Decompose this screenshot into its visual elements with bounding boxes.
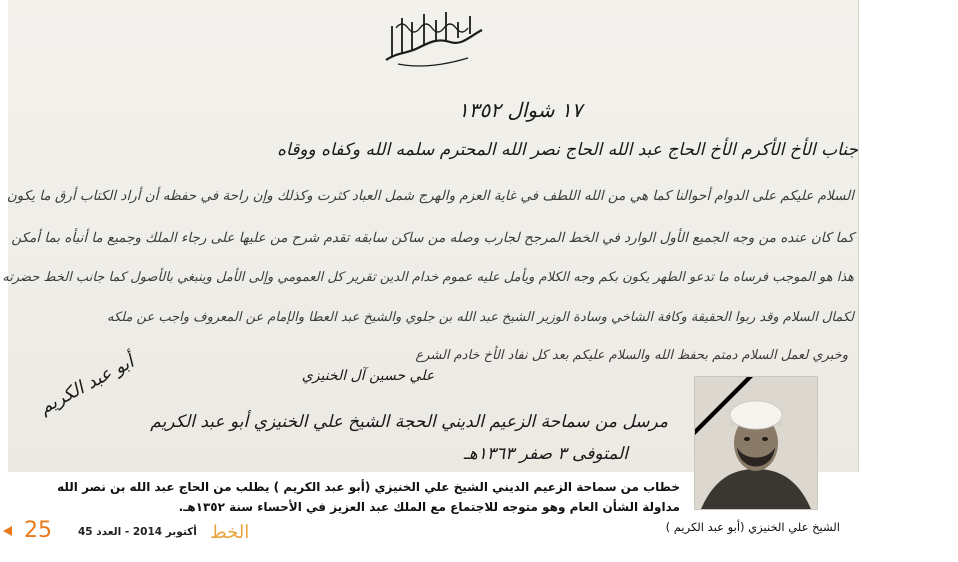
letter-line-6: وخبري لعمل السلام دمتم بحفظ الله والسلام عليكم بعد كل نفاد الأخ خادم الشرع [415,348,848,363]
letter-line-3: كما كان عنده من وجه الجميع الأول الوارد في الخط المرجح لجارب وصله من ساكن سابقه تقدم شرح من عليها على رجاء الملك وجميع ما أنبأه بما أمكن [11,230,854,246]
photo-caption: الشيخ علي الخنيزي (أبو عبد الكريم ) [665,520,840,534]
letter-line-5: لكمال السلام وقد ربوا الحقيقة وكافة الشاخي وسادة الوزير الشيخ عبد الله بن جلوي والشيخ عبد العطا والإمام عن المعروف واجب عن ملكه [107,310,854,325]
portrait-photo [694,376,818,510]
page-number: 25 [24,518,52,543]
caption-line-1: خطاب من سماحة الزعيم الديني الشيخ علي الخنيزي (أبو عبد الكريم ) يطلب من الحاج عبد الله بن نصر الله [57,480,680,494]
letter-line-4: هذا هو الموجب فرساه ما تدعو الطهر يكون بكم وجه الكلام ويأمل عليه عموم خدام الدين تقرير كل العمومي وإلى الأمل وينبغي بالأصول كما جانب الخط حضرته [2,270,854,285]
letter-date: ١٧ شوال ١٣٥٢ [458,98,583,122]
right-margin [862,0,958,562]
basmala-calligraphy [378,8,488,70]
basmala-glyph-art [378,8,488,70]
issue-info: أكتوبر 2014 - العدد 45 [78,526,197,538]
caption-line-2: مداولة الشأن العام وهو متوجه للاجتماع مع الملك عبد العزيز في الأحساء سنة ١٣٥٢هـ. [178,500,680,514]
letter-signature: علي حسين آل الخنيزي [301,368,435,384]
brand-logo: الخط [210,522,250,543]
page-arrow-icon [3,526,12,536]
letter-line-2: السلام عليكم على الدوام أحوالنا كما هي من الله اللطف في غاية العزم والهرج شمل العباد كثرت وكذلك وإن راحة في حفظه أن أراد الكتاب أرق ما يكون [6,188,854,204]
scanned-letter [2,0,859,472]
sender-line: مرسل من سماحة الزعيم الديني الحجة الشيخ علي الخنيزي أبو عبد الكريم [150,412,668,432]
letter-line-1: جناب الأخ الأكرم الأخ الحاج عبد الله الحاج نصر الله المحترم سلمه الله وكفاه ووقاه [277,140,858,160]
portrait-image [695,377,817,509]
death-date-line: المتوفى ٣ صفر ١٣٦٣هـ [463,444,628,464]
side-note: أبو عبد الكريم [36,351,138,419]
